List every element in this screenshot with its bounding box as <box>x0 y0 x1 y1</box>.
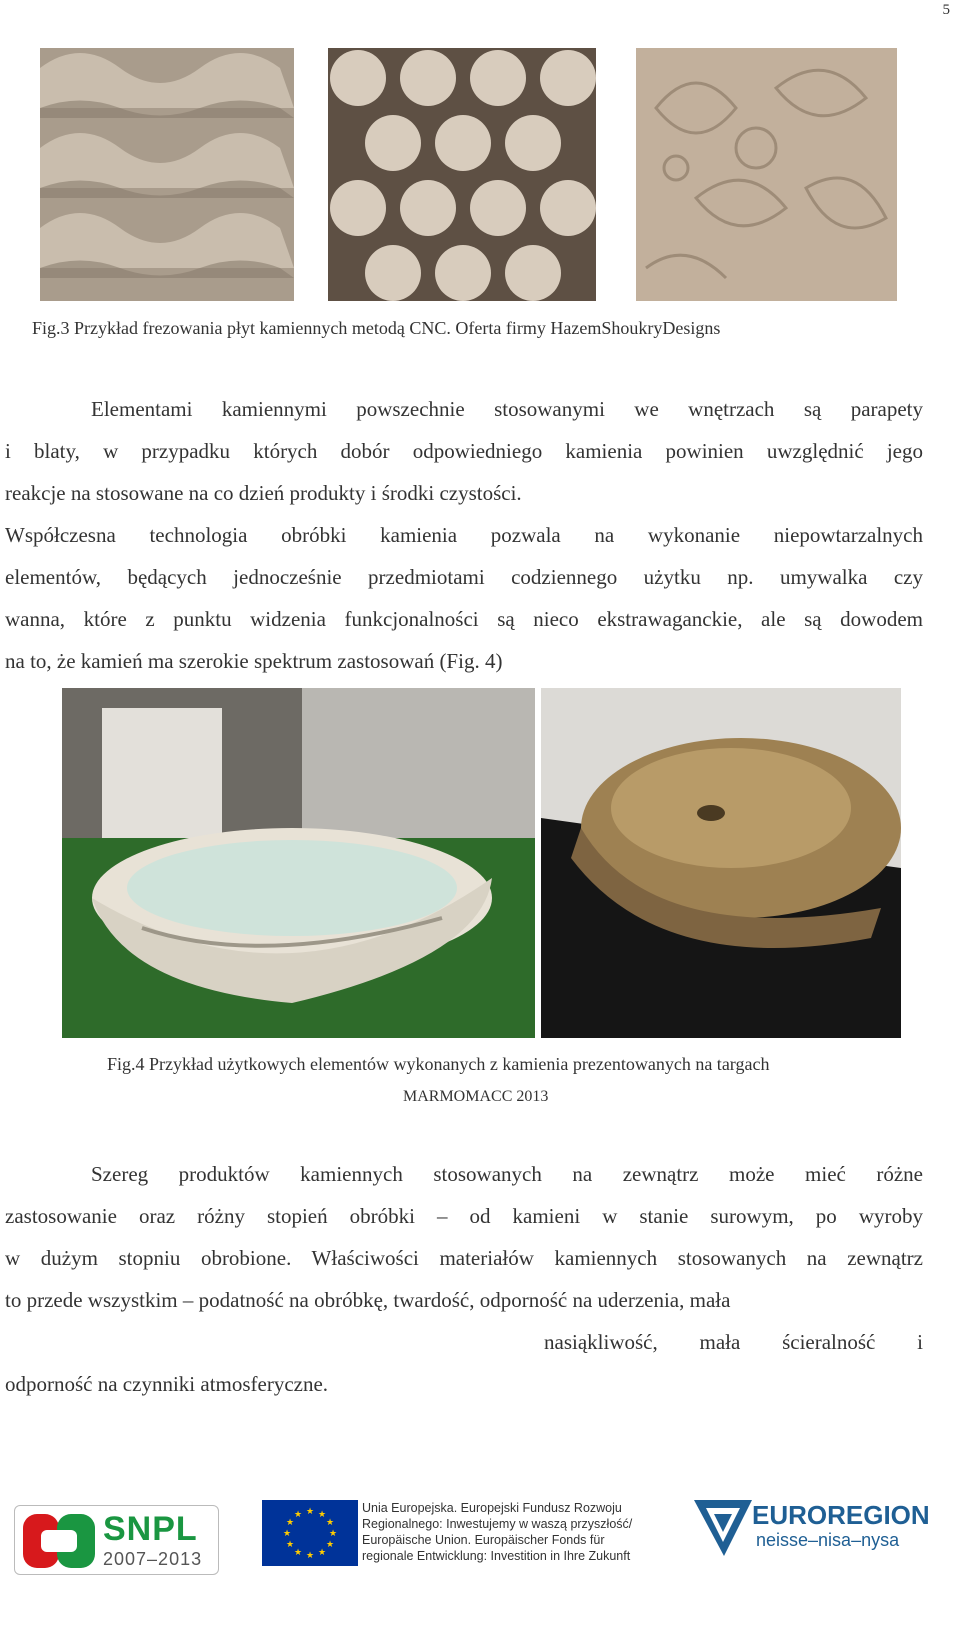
figure4-caption-line1: Fig.4 Przykład użytkowych elementów wykonanych z kamienia prezentowanych na targach <box>107 1054 770 1074</box>
stone-washbasin-photo <box>541 688 901 1038</box>
text-line: Szereg produktów kamiennych stosowanych na zewnątrz może mieć różne <box>91 1162 923 1186</box>
svg-text:★: ★ <box>305 1551 315 1561</box>
stone-relief-floral-photo <box>636 48 897 301</box>
text-line: to przede wszystkim – podatność na obróbkę, twardość, odporność na uderzenia, mała <box>5 1288 731 1312</box>
text-line: nasiąkliwość, mała ścieralność i <box>544 1330 923 1354</box>
paragraph-2 <box>5 1153 923 1405</box>
text-line: elementów, będących jednocześnie przedmiotami codziennego użytku np. umywalka czy <box>5 565 923 589</box>
stone-relief-wave-photo <box>40 48 294 301</box>
svg-text:★: ★ <box>317 1510 327 1520</box>
marble-bathtub-photo <box>62 688 535 1038</box>
page-number: 5 <box>942 2 950 18</box>
svg-text:★: ★ <box>293 1510 303 1520</box>
text-line: w dużym stopniu obrobione. Właściwości materiałów kamiennych stosowanych na zewnątrz <box>5 1246 923 1270</box>
eu-text-line: regionale Entwicklung: Investition in Ihre Zukunft <box>362 1549 631 1563</box>
svg-text:★: ★ <box>285 1540 295 1550</box>
text-line: Elementami kamiennymi powszechnie stosowanymi we wnętrzach są parapety <box>91 397 923 421</box>
eu-funding-text <box>362 1500 632 1564</box>
svg-text:★: ★ <box>325 1540 335 1550</box>
euroregion-subtitle: neisse–nisa–nysa <box>756 1530 900 1550</box>
eu-text-line: Regionalnego: Inwestujemy w waszą przyszłość/ <box>362 1517 633 1531</box>
snpl-emblem-icon <box>21 1512 97 1570</box>
eu-text-line: Unia Europejska. Europejski Fundusz Rozwoju <box>362 1501 622 1515</box>
text-line: reakcje na stosowane na co dzień produkty i środki czystości. <box>5 481 522 505</box>
svg-text:★: ★ <box>328 1529 338 1539</box>
svg-text:★: ★ <box>282 1529 292 1539</box>
text-line: Współczesna technologia obróbki kamienia pozwala na wykonanie niepowtarzalnych <box>5 523 923 547</box>
svg-text:★: ★ <box>317 1548 327 1558</box>
text-line: wanna, które z punktu widzenia funkcjonalności są nieco ekstrawaganckie, ale są dowodem <box>5 607 923 631</box>
text-line: na to, że kamień ma szerokie spektrum zastosowań (Fig. 4) <box>5 649 503 673</box>
stone-relief-circle-photo <box>328 48 596 301</box>
svg-text:★: ★ <box>285 1518 295 1528</box>
svg-text:★: ★ <box>293 1548 303 1558</box>
eu-flag-icon <box>262 1500 358 1566</box>
snpl-name: SNPL <box>103 1510 198 1548</box>
snpl-logo <box>14 1505 219 1575</box>
euroregion-title: EUROREGION <box>752 1500 930 1530</box>
eu-text-line: Europäische Union. Europäischer Fonds für <box>362 1533 605 1547</box>
svg-text:★: ★ <box>305 1507 315 1517</box>
text-line: zastosowanie oraz różny stopień obróbki – od kamieni w stanie surowym, po wyroby <box>5 1204 923 1228</box>
text-line: i blaty, w przypadku których dobór odpowiedniego kamienia powinien uwzględnić jego <box>5 439 923 463</box>
figure3-caption: Fig.3 Przykład frezowania płyt kamiennych metodą CNC. Oferta firmy HazemShoukryDesigns <box>32 318 721 338</box>
svg-text:★: ★ <box>325 1518 335 1528</box>
paragraph-1 <box>5 388 923 682</box>
text-line: odporność na czynniki atmosferyczne. <box>5 1372 329 1396</box>
snpl-years: 2007–2013 <box>103 1549 203 1569</box>
figure4-caption-line2: MARMOMACC 2013 <box>403 1088 549 1105</box>
